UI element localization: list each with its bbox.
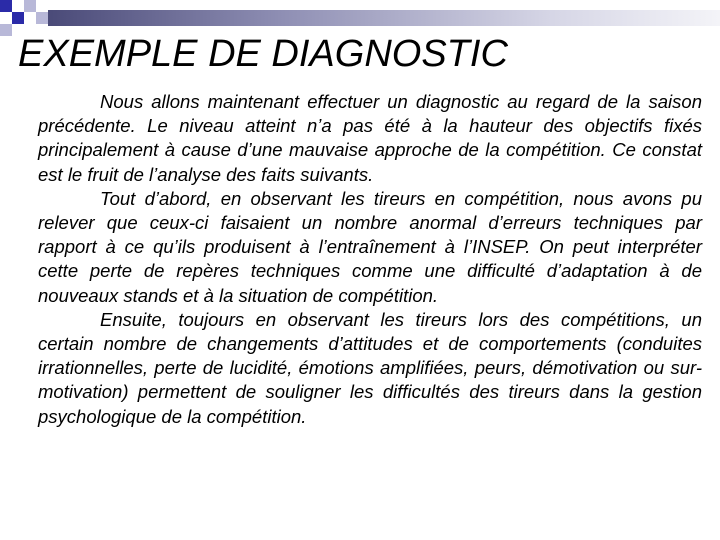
slide-body	[38, 90, 702, 429]
body-paragraph: Tout d’abord, en observant les tireurs en compétition, nous avons pu relever que ceux-ci faisaient un nombre anormal d’erreurs techniques par rapport à ce qu’ils produisent à l’entraînement à l’INSEP. On peut interpréter cette perte de repères techniques comme une difficulté d’adaptation à de nouveaux stands et à la situation de compétition.	[38, 187, 702, 306]
decorative-square	[24, 0, 36, 12]
decorative-square	[0, 0, 12, 12]
decorative-square	[12, 12, 24, 24]
decorative-square	[0, 24, 12, 36]
slide-title: EXEMPLE DE DIAGNOSTIC	[18, 33, 508, 75]
body-paragraph: Ensuite, toujours en observant les tireurs lors des compétitions, un certain nombre de changements d’attitudes et de comportements (conduites irrationnelles, perte de lucidité, émotions amplifiées, peurs, démotivation ou sur-motivation) permettent de souligner les difficultés des tireurs dans la gestion psychologique de la compétition.	[38, 308, 702, 427]
decorative-square	[36, 12, 48, 24]
body-paragraph: Nous allons maintenant effectuer un diagnostic au regard de la saison précédente. Le niveau atteint n’a pas été à la hauteur des objectifs fixés principalement à cause d’une mauvaise approche de la compétition. Ce constat est le fruit de l’analyse des faits suivants.	[38, 91, 702, 185]
decorative-gradient-bar	[48, 10, 720, 26]
